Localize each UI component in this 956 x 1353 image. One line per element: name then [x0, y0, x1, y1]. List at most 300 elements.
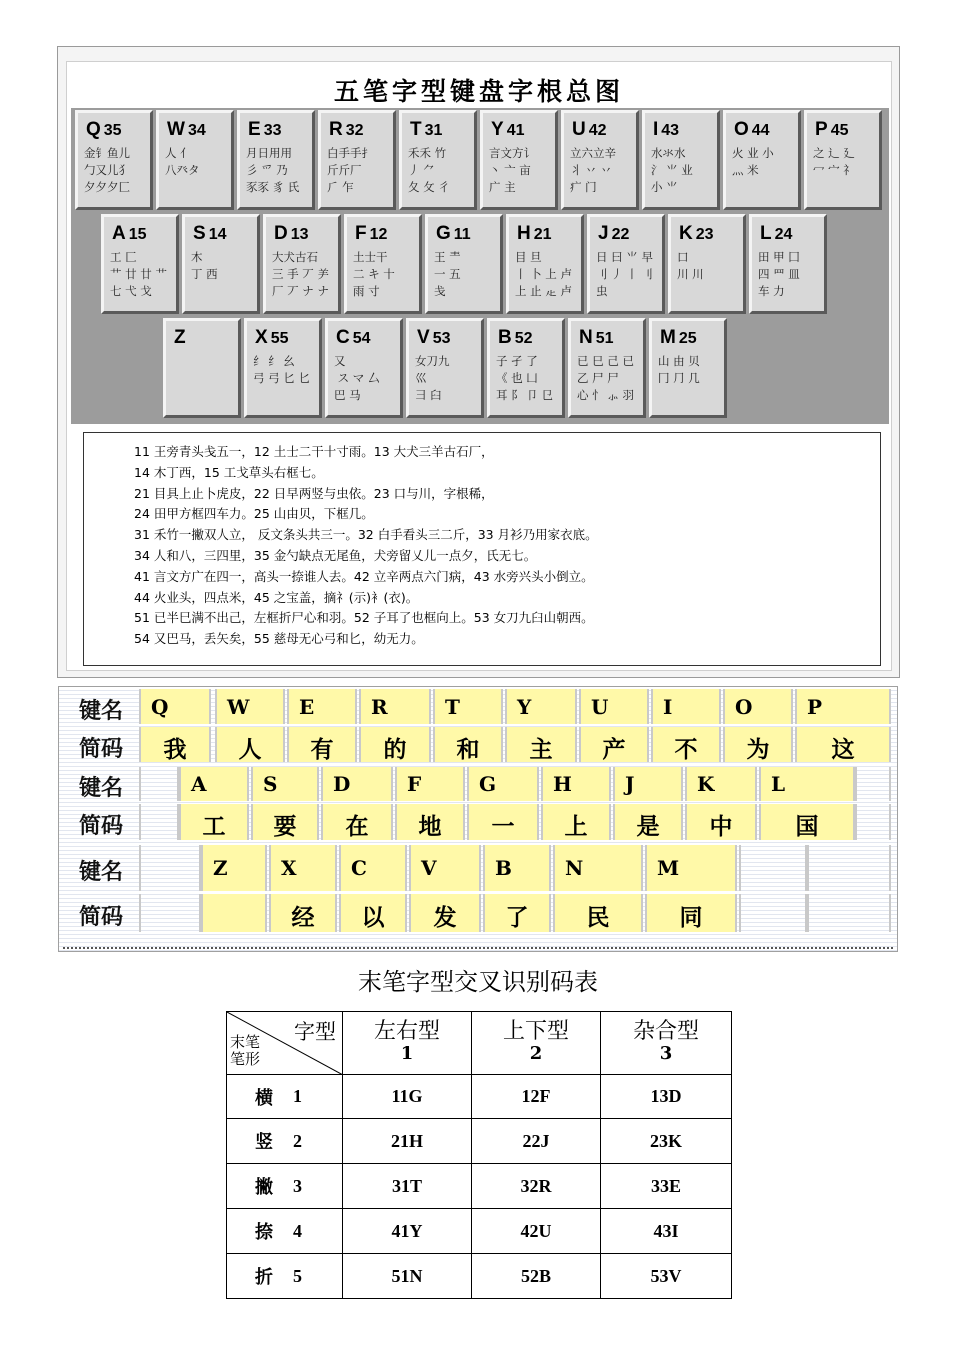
identification-code: 52B [471, 1253, 601, 1299]
code-cell [579, 727, 649, 762]
code-cell [505, 727, 577, 762]
key-code: 13 [290, 226, 309, 243]
key-letter: Z [174, 327, 186, 348]
simple-code: 了 [505, 904, 529, 931]
identification-code: 41Y [342, 1208, 472, 1254]
empty-cell [807, 894, 891, 932]
key-label [255, 327, 288, 349]
code-cell [179, 804, 249, 840]
key-letter: V [417, 327, 430, 348]
key-code: 52 [514, 330, 533, 347]
key-y [480, 110, 558, 210]
key-name: T [445, 694, 460, 719]
stroke-number: 3 [293, 1175, 302, 1196]
key-label [679, 223, 714, 245]
key-p [804, 110, 882, 210]
key-letter: F [355, 223, 367, 244]
identification-code: 51N [342, 1253, 472, 1299]
key-code: 41 [506, 122, 525, 139]
code-cell [215, 727, 285, 762]
identification-code: 33E [600, 1163, 732, 1209]
row-label: 简码 [78, 813, 123, 839]
row-label: 简码 [78, 735, 123, 762]
key-name: E [299, 694, 315, 719]
corner-label-top: 字型 [294, 1020, 336, 1044]
simple-code: 这 [831, 735, 855, 763]
key-u [561, 110, 639, 210]
last-stroke-table-title: 末笔字型交叉识别码表 [358, 968, 598, 996]
keyboard-root-chart [66, 61, 892, 671]
key-code: 31 [424, 122, 443, 139]
simple-code: 地 [418, 813, 442, 840]
key-label [274, 223, 309, 245]
key-code: 51 [595, 330, 614, 347]
key-x [244, 318, 322, 418]
column-number: 3 [659, 1043, 673, 1064]
key-cell [269, 845, 337, 891]
stroke-name: 撇 [255, 1177, 273, 1198]
key-code: 11 [453, 226, 471, 243]
key-roots: 言文方讠 丶 亠 亩 广 主 [489, 146, 535, 194]
key-label [86, 119, 122, 141]
key-name: Y [517, 694, 532, 719]
code-cell [251, 804, 319, 840]
keyboard-area [71, 108, 889, 424]
identification-code: 43I [600, 1208, 732, 1254]
simple-code: 我 [163, 735, 187, 763]
key-label [417, 327, 450, 349]
key-name: K [697, 772, 715, 796]
key-letter: O [734, 119, 749, 140]
row-label: 键名 [78, 859, 123, 885]
key-w [156, 110, 234, 210]
code-cell [359, 727, 431, 762]
key-cell [579, 689, 649, 724]
key-o [723, 110, 801, 210]
identification-code: 22J [471, 1118, 601, 1164]
simple-code: 在 [345, 813, 369, 840]
key-name: D [333, 772, 351, 796]
column-name: 杂合型 [632, 1019, 699, 1044]
empty-cell [739, 845, 807, 891]
code-cell [651, 727, 721, 762]
key-name: H [553, 772, 572, 796]
key-k [668, 214, 746, 314]
identification-code: 23K [600, 1118, 732, 1164]
simple-code: 经 [291, 904, 315, 931]
corner-label-bottom: 末笔 笔形 [230, 1033, 261, 1068]
key-cell [409, 845, 481, 891]
key-roots: 口 川 川 [677, 250, 704, 281]
key-roots: 人 亻 八癶タ [165, 146, 200, 177]
key-cell [433, 689, 503, 724]
key-roots: 立六立辛 丬 丷 丷 疒 门 [570, 146, 616, 194]
stroke-number: 4 [293, 1220, 302, 1241]
key-roots: 日 曰 ⺌ 早 刂 丿 丨 刂 虫 [596, 250, 653, 298]
key-name: B [495, 856, 512, 880]
code-cell [321, 804, 393, 840]
empty-cell [139, 845, 201, 891]
key-r [318, 110, 396, 210]
mnemonic-line: 11 王旁青头戋五一，12 土士二干十寸雨。13 大犬三羊古石厂， [134, 444, 494, 459]
key-i [642, 110, 720, 210]
key-z [163, 318, 241, 418]
key-cell [685, 767, 757, 801]
last-stroke-table [226, 1011, 731, 1298]
key-letter: L [760, 223, 772, 244]
key-letter: U [572, 119, 586, 140]
column-number: 2 [529, 1043, 543, 1064]
key-cell [251, 767, 319, 801]
key-label [653, 119, 679, 141]
key-code: 42 [588, 122, 607, 139]
key-roots: 工 匚 艹 廿 廿 艹 七 弋 戈 [110, 250, 167, 298]
stroke-number: 2 [293, 1130, 302, 1151]
key-label [760, 223, 792, 245]
key-letter: J [598, 223, 609, 244]
code-cell [139, 727, 211, 762]
stroke-name: 捺 [255, 1222, 273, 1243]
key-cell [795, 689, 891, 724]
key-letter: Q [86, 119, 101, 140]
key-cell [139, 689, 211, 724]
key-roots: 田 甲 囗 四 罒 皿 车 力 [758, 250, 800, 298]
key-roots: 之 辶 廴 冖 宀 礻 [813, 146, 855, 177]
key-letter: R [329, 119, 343, 140]
key-letter: C [336, 327, 350, 348]
key-name: Q [151, 694, 169, 719]
key-cell [553, 845, 643, 891]
key-name: O [735, 694, 753, 719]
key-roots: 又 ス マ 厶 巴 马 [334, 354, 380, 402]
key-label [572, 119, 607, 141]
code-cell [613, 804, 683, 840]
empty-cell [139, 804, 179, 840]
key-letter: N [579, 327, 593, 348]
key-roots: 土士干 二 キ 十 雨 寸 [353, 250, 395, 298]
key-letter: B [498, 327, 512, 348]
key-m [649, 318, 727, 418]
key-cell [201, 845, 267, 891]
key-j [587, 214, 665, 314]
key-cell [651, 689, 721, 724]
simple-code: 工 [202, 813, 226, 840]
key-label [112, 223, 147, 245]
key-code: 33 [263, 122, 282, 139]
key-name: I [663, 694, 673, 719]
code-cell [723, 727, 793, 762]
key-n [568, 318, 646, 418]
key-code: 32 [345, 122, 364, 139]
mnemonic-line: 21 目具上止卜虎皮，22 日早两竖与虫依。23 口与川，字根稀， [134, 485, 494, 501]
key-label [491, 119, 524, 141]
mnemonic-line: 24 田甲方框四车力。25 山由贝，下框几。 [134, 506, 374, 522]
code-cell [541, 804, 611, 840]
key-cell [483, 845, 551, 891]
key-letter: Y [491, 119, 504, 140]
key-roots: 目 旦 丨 卜 上 卢 上 止 龰 卢 [515, 250, 572, 298]
key-code: 34 [187, 122, 206, 139]
row-header [226, 1208, 343, 1254]
key-cell [215, 689, 285, 724]
code-cell [553, 894, 643, 932]
column-header [471, 1011, 601, 1075]
empty-cell [139, 767, 179, 801]
empty-cell [139, 894, 201, 932]
key-code: 55 [270, 330, 289, 347]
row-header [226, 1118, 343, 1164]
simple-code: 是 [636, 813, 660, 840]
simple-code: 人 [238, 735, 262, 763]
simple-code: 产 [602, 735, 626, 763]
column-header [600, 1011, 732, 1075]
mnemonic-line: 41 言文方广在四一，高头一捺谁人去。42 立辛两点六门病，43 水旁兴头小倒立。 [134, 568, 594, 584]
key-code: 53 [432, 330, 451, 347]
identification-code: 53V [600, 1253, 732, 1299]
key-code: 14 [208, 226, 227, 243]
key-label [248, 119, 281, 141]
key-letter: X [255, 327, 268, 348]
key-label [517, 223, 552, 245]
corner-header-cell [226, 1011, 343, 1075]
simple-code: 中 [709, 813, 733, 840]
key-letter: D [274, 223, 288, 244]
chart-title: 五笔字型键盘字根总图 [333, 77, 624, 106]
key-label [193, 223, 226, 245]
identification-code: 31T [342, 1163, 472, 1209]
key-b [487, 318, 565, 418]
mnemonic-line: 54 又巴马，丢矢矣，55 慈母无心弓和匕，幼无力。 [134, 631, 424, 647]
key-cell [395, 767, 465, 801]
simple-code: 主 [529, 735, 553, 763]
stroke-number: 5 [293, 1265, 302, 1286]
key-label [436, 223, 471, 245]
dotted-divider [63, 947, 893, 949]
key-code: 21 [533, 226, 552, 243]
key-code: 54 [352, 330, 371, 347]
key-code: 43 [661, 122, 680, 139]
key-roots: 白手手扌 斤斤厂 ⺁ 乍 [327, 146, 373, 194]
key-l [749, 214, 827, 314]
key-name: P [807, 694, 823, 719]
keyboard-root-chart-panel [57, 46, 900, 678]
row-header [226, 1163, 343, 1209]
key-label [579, 327, 614, 349]
key-letter: E [248, 119, 261, 140]
key-letter: M [660, 327, 676, 348]
identification-code: 32R [471, 1163, 601, 1209]
key-letter: P [815, 119, 828, 140]
mnemonic-box [83, 432, 881, 666]
identification-code: 21H [342, 1118, 472, 1164]
key-name: F [407, 772, 422, 796]
key-t [399, 110, 477, 210]
key-name: M [657, 856, 680, 880]
code-cell [467, 804, 539, 840]
row-header [226, 1253, 343, 1299]
code-cell [269, 894, 337, 932]
key-code: 44 [751, 122, 770, 139]
key-code: 22 [611, 226, 630, 243]
key-label [167, 119, 206, 141]
key-cell [359, 689, 431, 724]
key-code: 23 [695, 226, 714, 243]
key-letter: G [436, 223, 451, 244]
key-code: 24 [774, 226, 793, 243]
key-roots: 木 丁 西 [191, 250, 218, 281]
key-cell [613, 767, 683, 801]
mnemonic-line: 51 已半巳满不出己，左框折尸心和羽。52 子耳了也框向上。53 女刀九臼山朝西。 [134, 610, 594, 626]
key-roots: 火 业 小 灬 米 [732, 146, 774, 177]
key-g [425, 214, 503, 314]
key-roots: 大犬古石 三 手 丆 ⺶ 厂 丆 ナ ナ [272, 250, 329, 298]
key-v [406, 318, 484, 418]
key-name: V [421, 856, 437, 880]
empty-cell [855, 767, 891, 801]
key-code: 12 [369, 226, 388, 243]
mnemonic-line: 31 禾竹一撇双人立， 反文条头共三一。32 白手看头三二斤，33 月衫乃用家衣底。 [134, 527, 598, 543]
key-name: W [227, 694, 250, 719]
key-roots: 纟 纟 幺 弓 弓 匕 匕 [253, 354, 310, 385]
code-cell [795, 727, 891, 762]
key-name: G [479, 772, 497, 796]
key-e [237, 110, 315, 210]
key-code: 15 [128, 226, 147, 243]
key-cell [541, 767, 611, 801]
key-cell [723, 689, 793, 724]
code-cell [287, 727, 357, 762]
simple-code: 国 [795, 813, 819, 840]
empty-cell [739, 894, 807, 932]
simple-code: 有 [310, 735, 334, 763]
simple-code: 和 [456, 735, 480, 763]
key-name: N [565, 856, 584, 880]
key-roots: 月日用用 彡 爫 乃 豕豕 豸 氏 [246, 146, 300, 194]
key-h [506, 214, 584, 314]
row-label: 键名 [78, 697, 123, 724]
code-cell [685, 804, 757, 840]
key-c [325, 318, 403, 418]
column-name: 上下型 [502, 1019, 569, 1044]
row-label: 键名 [78, 775, 123, 801]
key-label [660, 327, 697, 349]
key-label [355, 223, 387, 245]
simple-code: 民 [586, 904, 610, 931]
key-roots: 王 龶 一 五 戋 [434, 250, 461, 298]
key-label [498, 327, 533, 349]
key-cell [287, 689, 357, 724]
identification-code: 42U [471, 1208, 601, 1254]
simple-code-table [58, 686, 898, 952]
key-label [329, 119, 364, 141]
key-letter: H [517, 223, 531, 244]
empty-cell [807, 845, 891, 891]
key-label [410, 119, 442, 141]
key-name: Z [213, 856, 228, 880]
key-code: 35 [103, 122, 122, 139]
key-letter: S [193, 223, 206, 244]
key-name: C [351, 856, 367, 880]
stroke-name: 竖 [255, 1132, 273, 1153]
row-label: 简码 [78, 904, 123, 930]
key-roots: 子 孑 了 《 也 凵 耳 阝 卩 㔾 [496, 354, 553, 402]
key-name: L [771, 772, 786, 796]
stroke-name: 折 [255, 1267, 273, 1288]
simple-code: 发 [433, 904, 457, 931]
empty-cell [855, 804, 891, 840]
row-header [226, 1074, 343, 1119]
key-name: A [191, 772, 207, 796]
key-code: 45 [830, 122, 849, 139]
key-s [182, 214, 260, 314]
stroke-number: 1 [293, 1086, 302, 1106]
mnemonic-line: 14 木丁西，15 工戈草头右框七。 [134, 464, 324, 480]
key-letter: I [653, 119, 659, 140]
key-letter: T [410, 119, 422, 140]
column-header [342, 1011, 472, 1075]
column-number: 1 [400, 1043, 414, 1064]
identification-code: 13D [600, 1074, 732, 1119]
identification-code: 12F [471, 1074, 601, 1119]
key-roots: 已 巳 己 已 乙 尸 尸 心 忄 ⺗ 羽 [577, 354, 634, 402]
key-name: S [263, 772, 278, 796]
simple-code: 为 [746, 735, 770, 763]
simple-code: 上 [564, 813, 588, 840]
key-roots: 禾禾 竹 丿 ⺈ 夂 攵 彳 [408, 146, 450, 194]
key-a [101, 214, 179, 314]
key-f [344, 214, 422, 314]
code-cell [339, 894, 407, 932]
simple-code: 要 [273, 813, 297, 840]
key-letter: K [679, 223, 693, 244]
code-cell [483, 894, 551, 932]
key-name: U [591, 694, 609, 719]
code-cell [433, 727, 503, 762]
column-name: 左右型 [373, 1019, 440, 1044]
key-d [263, 214, 341, 314]
code-cell [201, 894, 267, 932]
key-name: J [625, 772, 635, 796]
simple-code: 同 [679, 904, 703, 931]
key-label [734, 119, 770, 141]
key-roots: 金钅鱼儿 勹又儿犭 夕夕夕匚 [84, 146, 130, 194]
mnemonic-line: 34 人和八，三四里，35 金勺缺点无尾鱼，犬旁留乂儿一点夕，氏无七。 [134, 548, 537, 563]
simple-code: 不 [674, 735, 698, 763]
key-label [598, 223, 629, 245]
key-roots: 女刀九 巛 彐 臼 [415, 354, 450, 402]
simple-code: 一 [491, 813, 515, 840]
simple-code: 以 [361, 904, 385, 931]
code-cell [759, 804, 855, 840]
code-cell [409, 894, 481, 932]
key-roots: 山 由 贝 冂 ⺆ 几 [658, 354, 700, 385]
code-cell [645, 894, 737, 932]
key-name: R [371, 694, 388, 719]
key-cell [179, 767, 249, 801]
key-cell [467, 767, 539, 801]
key-cell [321, 767, 393, 801]
mnemonic-line: 44 火业头，四点米，45 之宝盖，摘礻(示)衤(衣)。 [134, 589, 419, 605]
key-label [815, 119, 848, 141]
key-letter: A [112, 223, 126, 244]
code-cell [395, 804, 465, 840]
key-roots: 水氺水 氵 ⺌ 业 小 ⺌ [651, 146, 693, 194]
key-cell [759, 767, 855, 801]
key-cell [645, 845, 737, 891]
stroke-name: 横 [255, 1087, 273, 1109]
key-name: X [281, 856, 297, 880]
simple-code: 的 [383, 735, 407, 763]
